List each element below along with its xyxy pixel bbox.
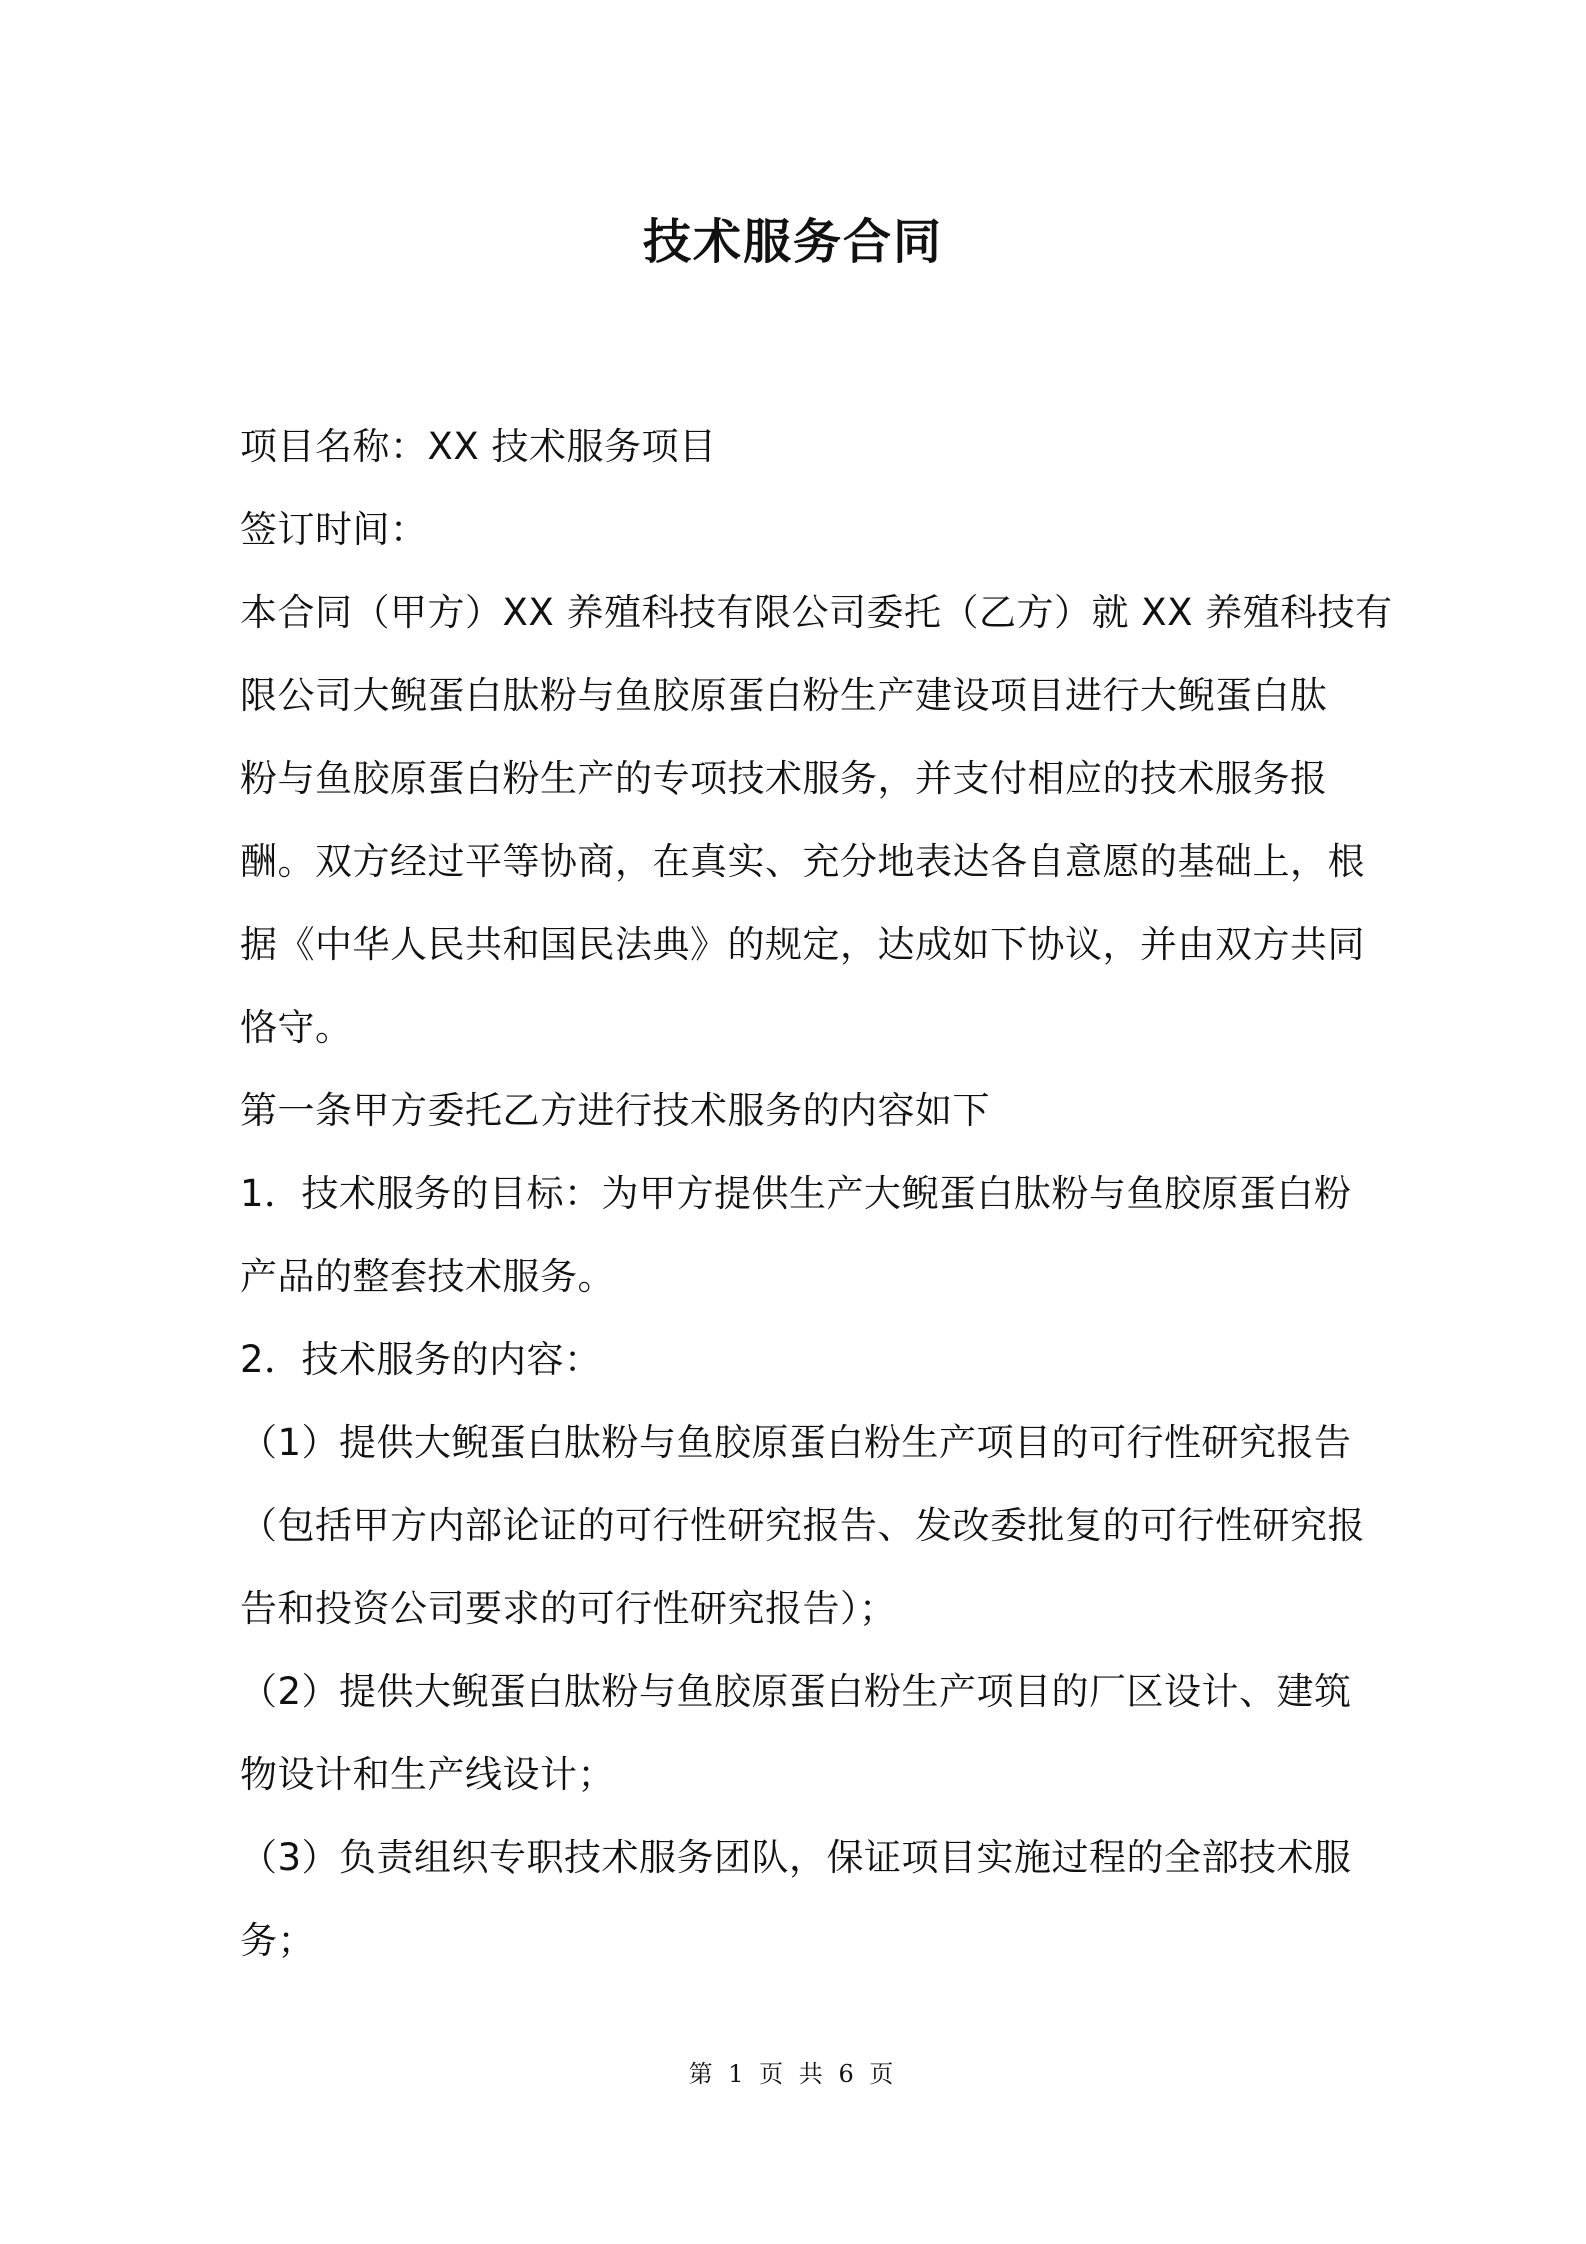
document-body [240, 405, 1393, 1982]
clause-line: 务； [240, 1919, 315, 1962]
clause-line: （1）提供大鲵蛋白肽粉与鱼胶原蛋白粉生产项目的可行性研究报告 [240, 1421, 1352, 1464]
clause-line: （3）负责组织专职技术服务团队，保证项目实施过程的全部技术服 [240, 1836, 1352, 1879]
preamble-line: 本合同（甲方）XX 养殖科技有限公司委托（乙方）就 XX 养殖科技有 [240, 591, 1393, 634]
preamble-line: 据《中华人民共和国民法典》的规定，达成如下协议，并由双方共同 [240, 923, 1365, 966]
preamble-line: 酬。双方经过平等协商，在真实、充分地表达各自意愿的基础上，根 [240, 840, 1365, 883]
document-title: 技术服务合同 [642, 214, 943, 270]
clause-line: 产品的整套技术服务。 [240, 1255, 615, 1298]
article-heading: 第一条甲方委托乙方进行技术服务的内容如下 [240, 1089, 990, 1132]
clause-line: （2）提供大鲵蛋白肽粉与鱼胶原蛋白粉生产项目的厂区设计、建筑 [240, 1670, 1352, 1713]
signing-date-line: 签订时间： [240, 508, 428, 551]
preamble-line: 恪守。 [240, 1006, 353, 1049]
clause-line: 1．技术服务的目标：为甲方提供生产大鲵蛋白肽粉与鱼胶原蛋白粉 [240, 1172, 1352, 1215]
preamble-line: 粉与鱼胶原蛋白粉生产的专项技术服务，并支付相应的技术服务报 [240, 757, 1328, 800]
clause-line: 告和投资公司要求的可行性研究报告）； [240, 1587, 897, 1630]
project-name-line: 项目名称：XX 技术服务项目 [240, 425, 717, 468]
clause-line: 物设计和生产线设计； [240, 1753, 615, 1796]
page-number-footer: 第 1 页 共 6 页 [688, 2060, 898, 2088]
clause-line: 2．技术服务的内容： [240, 1338, 602, 1381]
preamble-line: 限公司大鲵蛋白肽粉与鱼胶原蛋白粉生产建设项目进行大鲵蛋白肽 [240, 674, 1328, 717]
clause-line: （包括甲方内部论证的可行性研究报告、发改委批复的可行性研究报 [240, 1504, 1365, 1547]
